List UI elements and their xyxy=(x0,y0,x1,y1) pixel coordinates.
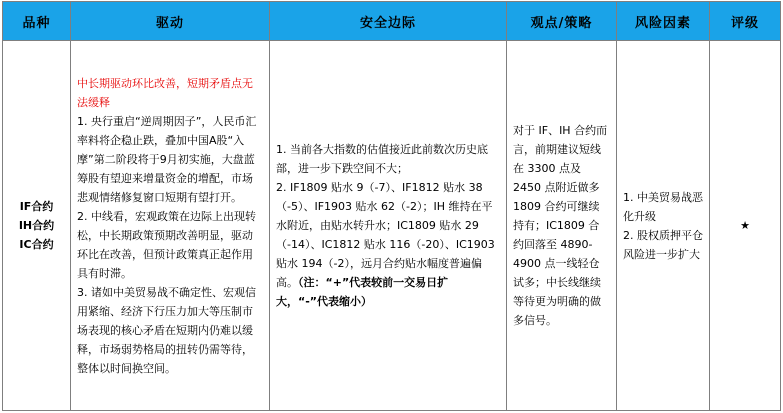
header-driver: 驱动 xyxy=(71,2,270,41)
strategy-table xyxy=(2,1,781,411)
driver-para-2: 2. 中线看，宏观政策在边际上出现转松，中长期政策预期改善明显，驱动环比在改善，但预计政策真正起作用具有时滞。 xyxy=(77,209,256,280)
header-row xyxy=(3,2,781,41)
variety-cell xyxy=(3,41,71,411)
driver-para-1: 1. 央行重启“逆周期因子”，人民币汇率料将企稳止跌，叠加中国A股“入摩”第二阶段将于9月初实施，大盘蓝筹股有望迎来增量资金的增配，市场悲观情绪修复窗口短期有望打开。 xyxy=(77,114,257,204)
table-row xyxy=(3,41,781,411)
risk-item-1: 1. 中美贸易战恶化升级 xyxy=(623,190,703,223)
risk-factors-cell xyxy=(617,41,710,411)
variety-if: IF合约 xyxy=(19,200,54,213)
driver-title: 中长期驱动环比改善，短期矛盾点无法缓释 xyxy=(77,76,253,109)
header-variety: 品种 xyxy=(3,2,71,41)
safety-basis-text: 2. IF1809 贴水 9（-7）、IF1812 贴水 38（-5）、IF1903 贴水 62（-2）；IH 维持在平水附近，由贴水转升水；IC1809 贴水 29（-14）、IC1812 贴水 116（-20）、IC1903 贴水 194（-2），远月合约贴水幅度普遍偏高。 xyxy=(276,181,495,289)
driver-cell xyxy=(71,41,270,411)
risk-item-2: 2. 股权质押平仓风险进一步扩大 xyxy=(623,228,703,261)
safety-margin-cell xyxy=(270,41,507,411)
rating-cell xyxy=(710,41,781,411)
variety-ic: IC合约 xyxy=(19,238,54,251)
header-safety-margin: 安全边际 xyxy=(270,2,507,41)
variety-ih: IH合约 xyxy=(18,219,55,232)
view-text: 对于 IF、IH 合约而言，前期建议短线在 3300 点及 2450 点附近做多 1809 合约可继续持有；IC1809 合约回落至 4890-4900 点一线轻仓试多；中长线继续等待更为明确的做多信号。 xyxy=(513,124,608,327)
header-risk-factors: 风险因素 xyxy=(617,2,710,41)
safety-para-1: 1. 当前各大指数的估值接近此前数次历史底部，进一步下跌空间不大； xyxy=(276,143,488,175)
safety-para-2 xyxy=(276,178,500,311)
driver-para-3: 3. 诸如中美贸易战不确定性、宏观信用紧缩、经济下行压力加大等压制市场表现的核心矛盾在短期内仍难以缓释，市场弱势格局的扭转仍需等待，整体以时间换空间。 xyxy=(77,285,256,375)
rating-star-icon: ★ xyxy=(740,219,750,232)
safety-note: （注：“+”代表较前一交易日扩大，“-”代表缩小） xyxy=(276,276,449,308)
header-rating: 评级 xyxy=(710,2,781,41)
view-strategy-cell xyxy=(507,41,617,411)
header-view-strategy: 观点/策略 xyxy=(507,2,617,41)
